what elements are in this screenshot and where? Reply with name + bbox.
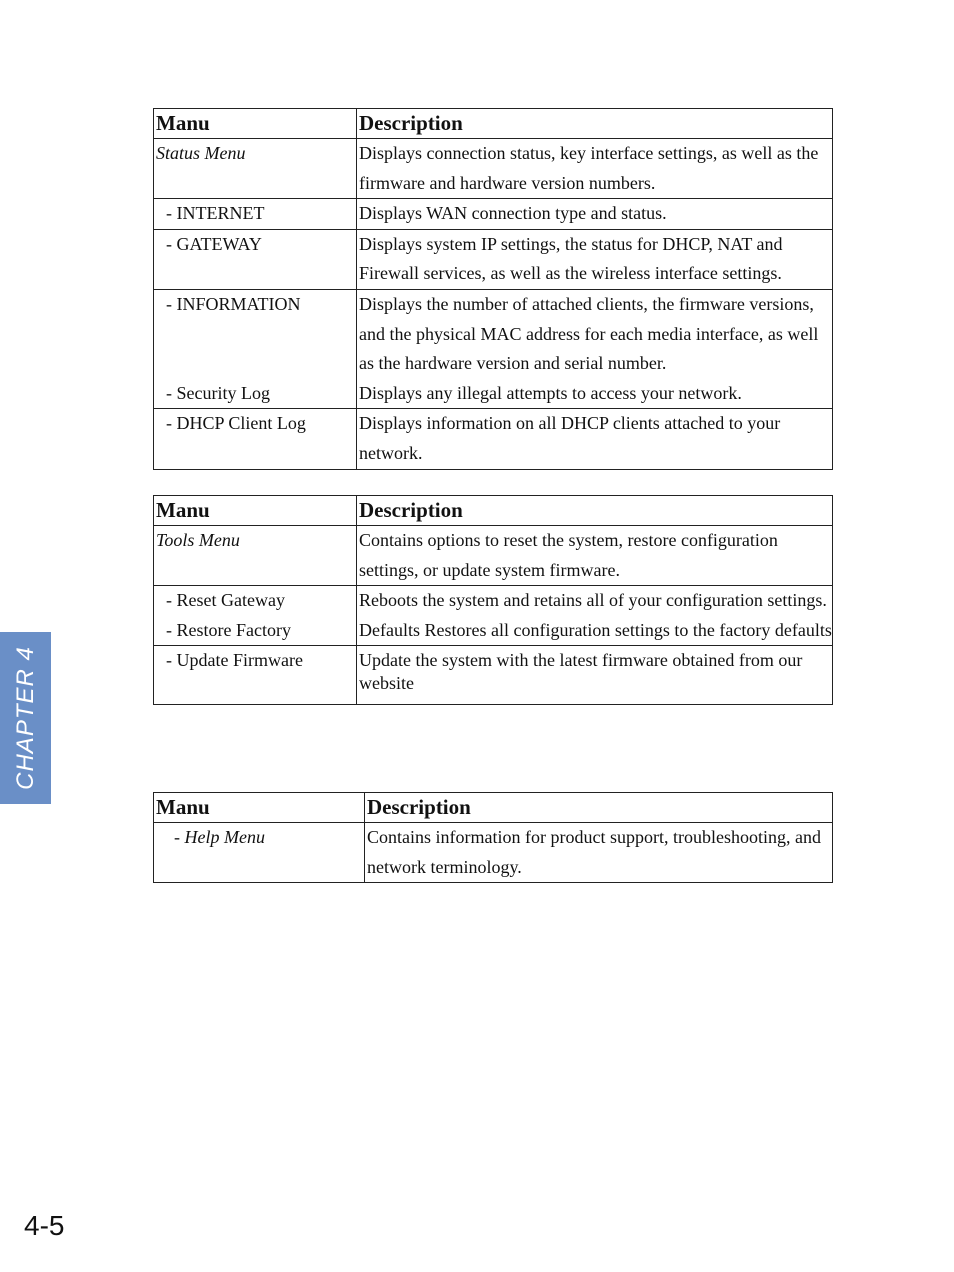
table-header-row bbox=[154, 496, 833, 526]
menu-cell: - INTERNET bbox=[154, 199, 357, 230]
table-row bbox=[154, 646, 833, 705]
table-row bbox=[154, 289, 833, 378]
description-column-header: Description bbox=[365, 793, 833, 823]
description-column-header: Description bbox=[357, 109, 833, 139]
menu-cell: - DHCP Client Log bbox=[154, 409, 357, 469]
description-cell: Update the system with the latest firmware obtained from our website bbox=[357, 646, 833, 705]
menu-cell: - Security Log bbox=[154, 379, 357, 409]
table-header-row bbox=[154, 109, 833, 139]
menu-cell: - GATEWAY bbox=[154, 229, 357, 289]
description-cell: Displays information on all DHCP clients attached to your network. bbox=[357, 409, 833, 469]
table-row bbox=[154, 409, 833, 469]
menu-column-header: Manu bbox=[154, 793, 365, 823]
menu-cell: - Restore Factory bbox=[154, 616, 357, 646]
tools-menu-table bbox=[153, 495, 833, 705]
menu-cell: Status Menu bbox=[154, 139, 357, 199]
menu-column-header: Manu bbox=[154, 109, 357, 139]
menu-cell: - Update Firmware bbox=[154, 646, 357, 705]
description-cell: Defaults Restores all configuration settings to the factory defaults bbox=[357, 616, 833, 646]
description-cell: Contains options to reset the system, restore configuration settings, or update system firmware. bbox=[357, 526, 833, 586]
table-row bbox=[154, 139, 833, 199]
table-row bbox=[154, 586, 833, 616]
table-header-row bbox=[154, 793, 833, 823]
table-row bbox=[154, 379, 833, 409]
status-menu-table bbox=[153, 108, 833, 470]
description-cell: Displays any illegal attempts to access your network. bbox=[357, 379, 833, 409]
help-menu-table bbox=[153, 792, 833, 883]
chapter-tab bbox=[0, 632, 51, 804]
page-number: 4-5 bbox=[24, 1210, 65, 1241]
table-row bbox=[154, 526, 833, 586]
description-column-header: Description bbox=[357, 496, 833, 526]
menu-cell: - Reset Gateway bbox=[154, 586, 357, 616]
description-cell: Displays system IP settings, the status for DHCP, NAT and Firewall services, as well as the wireless interface settings. bbox=[357, 229, 833, 289]
description-cell: Reboots the system and retains all of your configuration settings. bbox=[357, 586, 833, 616]
description-cell: Displays the number of attached clients, the firmware versions, and the physical MAC address for each media interface, as well as the hardware version and serial number. bbox=[357, 289, 833, 378]
table-row bbox=[154, 616, 833, 646]
menu-cell: Tools Menu bbox=[154, 526, 357, 586]
menu-cell: - INFORMATION bbox=[154, 289, 357, 378]
table-row bbox=[154, 229, 833, 289]
table-row bbox=[154, 199, 833, 230]
description-cell: Contains information for product support, troubleshooting, and network terminology. bbox=[365, 823, 833, 883]
menu-column-header: Manu bbox=[154, 496, 357, 526]
description-cell: Displays WAN connection type and status. bbox=[357, 199, 833, 230]
description-cell: Displays connection status, key interface settings, as well as the firmware and hardware version numbers. bbox=[357, 139, 833, 199]
table-row bbox=[154, 823, 833, 883]
chapter-label: CHAPTER 4 bbox=[11, 646, 39, 790]
menu-cell: - Help Menu bbox=[154, 823, 365, 883]
